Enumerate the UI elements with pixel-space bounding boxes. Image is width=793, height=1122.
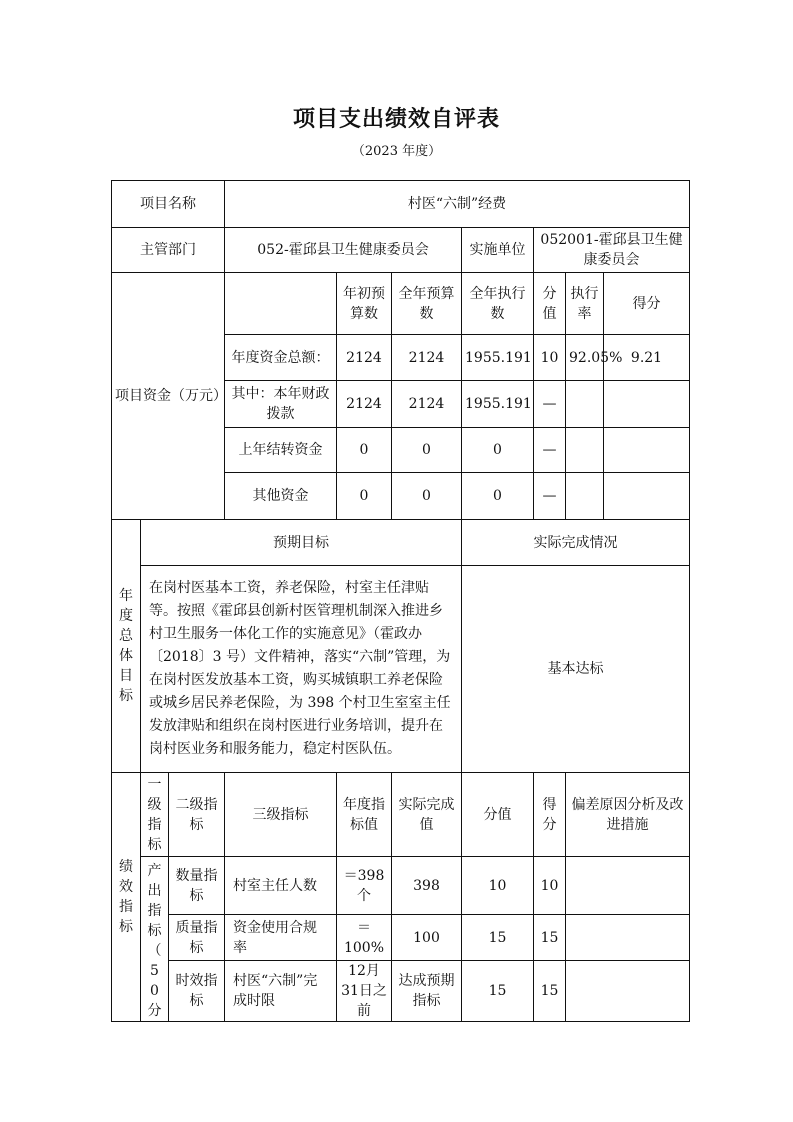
funds-rate	[566, 473, 604, 520]
funds-executed: 1955.191	[462, 335, 534, 381]
funds-header-initial: 年初预算数	[337, 273, 392, 335]
funds-score-value: —	[534, 428, 566, 473]
funds-row-label: 其他资金	[225, 473, 337, 520]
dept-label: 主管部门	[112, 228, 225, 273]
funds-score	[604, 473, 690, 520]
project-name-label: 项目名称	[112, 181, 225, 228]
header-level1: 一 级 指 标	[141, 773, 169, 857]
funds-score	[604, 381, 690, 428]
page-title: 项目支出绩效自评表	[292, 107, 500, 132]
funds-annual: 2124	[392, 335, 462, 381]
indicator-score-value: 15	[462, 961, 534, 1022]
header-actual: 实际完成值	[392, 773, 462, 857]
funds-score-value: —	[534, 381, 566, 428]
dept-value: 052-霍邱县卫生健康委员会	[225, 228, 462, 273]
funds-row-label: 其中：本年财政拨款	[225, 381, 337, 428]
funds-annual: 2124	[392, 381, 462, 428]
funds-score: 9.21	[604, 335, 690, 381]
indicator-level3: 资金使用合规率	[225, 915, 337, 961]
indicator-actual: 100	[392, 915, 462, 961]
page-subtitle: （2023 年度）	[351, 144, 442, 159]
funds-header-score-value: 分值	[534, 273, 566, 335]
header-score-value: 分值	[462, 773, 534, 857]
funds-row-label: 上年结转资金	[225, 428, 337, 473]
funds-rate	[566, 381, 604, 428]
indicators-label: 绩 效 指 标	[112, 773, 141, 1022]
indicator-deviation	[566, 961, 690, 1022]
funds-executed: 0	[462, 473, 534, 520]
indicator-level2: 数量指标	[169, 857, 225, 915]
funds-label: 项目资金（万元）	[112, 273, 225, 520]
funds-annual: 0	[392, 428, 462, 473]
funds-row-label: 年度资金总额：	[225, 335, 337, 381]
indicator-score: 15	[534, 961, 566, 1022]
funds-header-blank	[225, 273, 337, 335]
funds-executed: 0	[462, 428, 534, 473]
indicator-score: 15	[534, 915, 566, 961]
indicator-level2: 质量指标	[169, 915, 225, 961]
funds-initial: 0	[337, 428, 392, 473]
funds-executed: 1955.191	[462, 381, 534, 428]
header-target: 年度指标值	[337, 773, 392, 857]
indicator-actual: 398	[392, 857, 462, 915]
level1-output: 产 出 指 标 （ 5 0 分	[141, 857, 169, 1022]
indicator-deviation	[566, 857, 690, 915]
funds-header-annual: 全年预算数	[392, 273, 462, 335]
funds-header-score: 得分	[604, 273, 690, 335]
funds-header-executed: 全年执行数	[462, 273, 534, 335]
funds-rate: 92.05%	[566, 335, 604, 381]
unit-label: 实施单位	[462, 228, 534, 273]
self-evaluation-table	[111, 180, 690, 1022]
goals-expected-text: 在岗村医基本工资，养老保险，村室主任津贴等。按照《霍邱县创新村医管理机制深入推进乡村卫生服务一体化工作的实施意见》（霍政办〔2018〕3 号）文件精神，落实“六制”管理，为在岗村医发放基本工资，购买城镇职工养老保险或城乡居民养老保险，为 398 个村卫生室室主任发放津贴和组织在岗村医进行业务培训，提升在岗村医业务和服务能力，稳定村医队伍。	[141, 566, 462, 773]
unit-value: 052001-霍邱县卫生健康委员会	[534, 228, 690, 273]
indicator-actual: 达成预期指标	[392, 961, 462, 1022]
funds-annual: 0	[392, 473, 462, 520]
funds-initial: 2124	[337, 335, 392, 381]
goals-label: 年 度 总 体 目 标	[112, 520, 141, 773]
indicator-level3: 村医“六制”完成时限	[225, 961, 337, 1022]
goals-expected-header: 预期目标	[141, 520, 462, 566]
indicator-target: ＝398个	[337, 857, 392, 915]
goals-actual-text: 基本达标	[462, 566, 690, 773]
funds-initial: 0	[337, 473, 392, 520]
indicator-deviation	[566, 915, 690, 961]
indicator-row	[112, 961, 690, 1022]
funds-header-rate: 执行率	[566, 273, 604, 335]
indicator-row	[112, 857, 690, 915]
indicator-score: 10	[534, 857, 566, 915]
indicator-target: 12月31日之前	[337, 961, 392, 1022]
funds-score-value: 10	[534, 335, 566, 381]
indicator-score-value: 10	[462, 857, 534, 915]
indicator-target: ＝100%	[337, 915, 392, 961]
project-name-value: 村医“六制”经费	[225, 181, 690, 228]
indicator-row	[112, 915, 690, 961]
indicator-level3: 村室主任人数	[225, 857, 337, 915]
header-deviation: 偏差原因分析及改进措施	[566, 773, 690, 857]
header-level3: 三级指标	[225, 773, 337, 857]
indicator-level2: 时效指标	[169, 961, 225, 1022]
funds-rate	[566, 428, 604, 473]
funds-score-value: —	[534, 473, 566, 520]
funds-score	[604, 428, 690, 473]
funds-initial: 2124	[337, 381, 392, 428]
goals-actual-header: 实际完成情况	[462, 520, 690, 566]
header-score: 得分	[534, 773, 566, 857]
indicator-score-value: 15	[462, 915, 534, 961]
header-level2: 二级指标	[169, 773, 225, 857]
